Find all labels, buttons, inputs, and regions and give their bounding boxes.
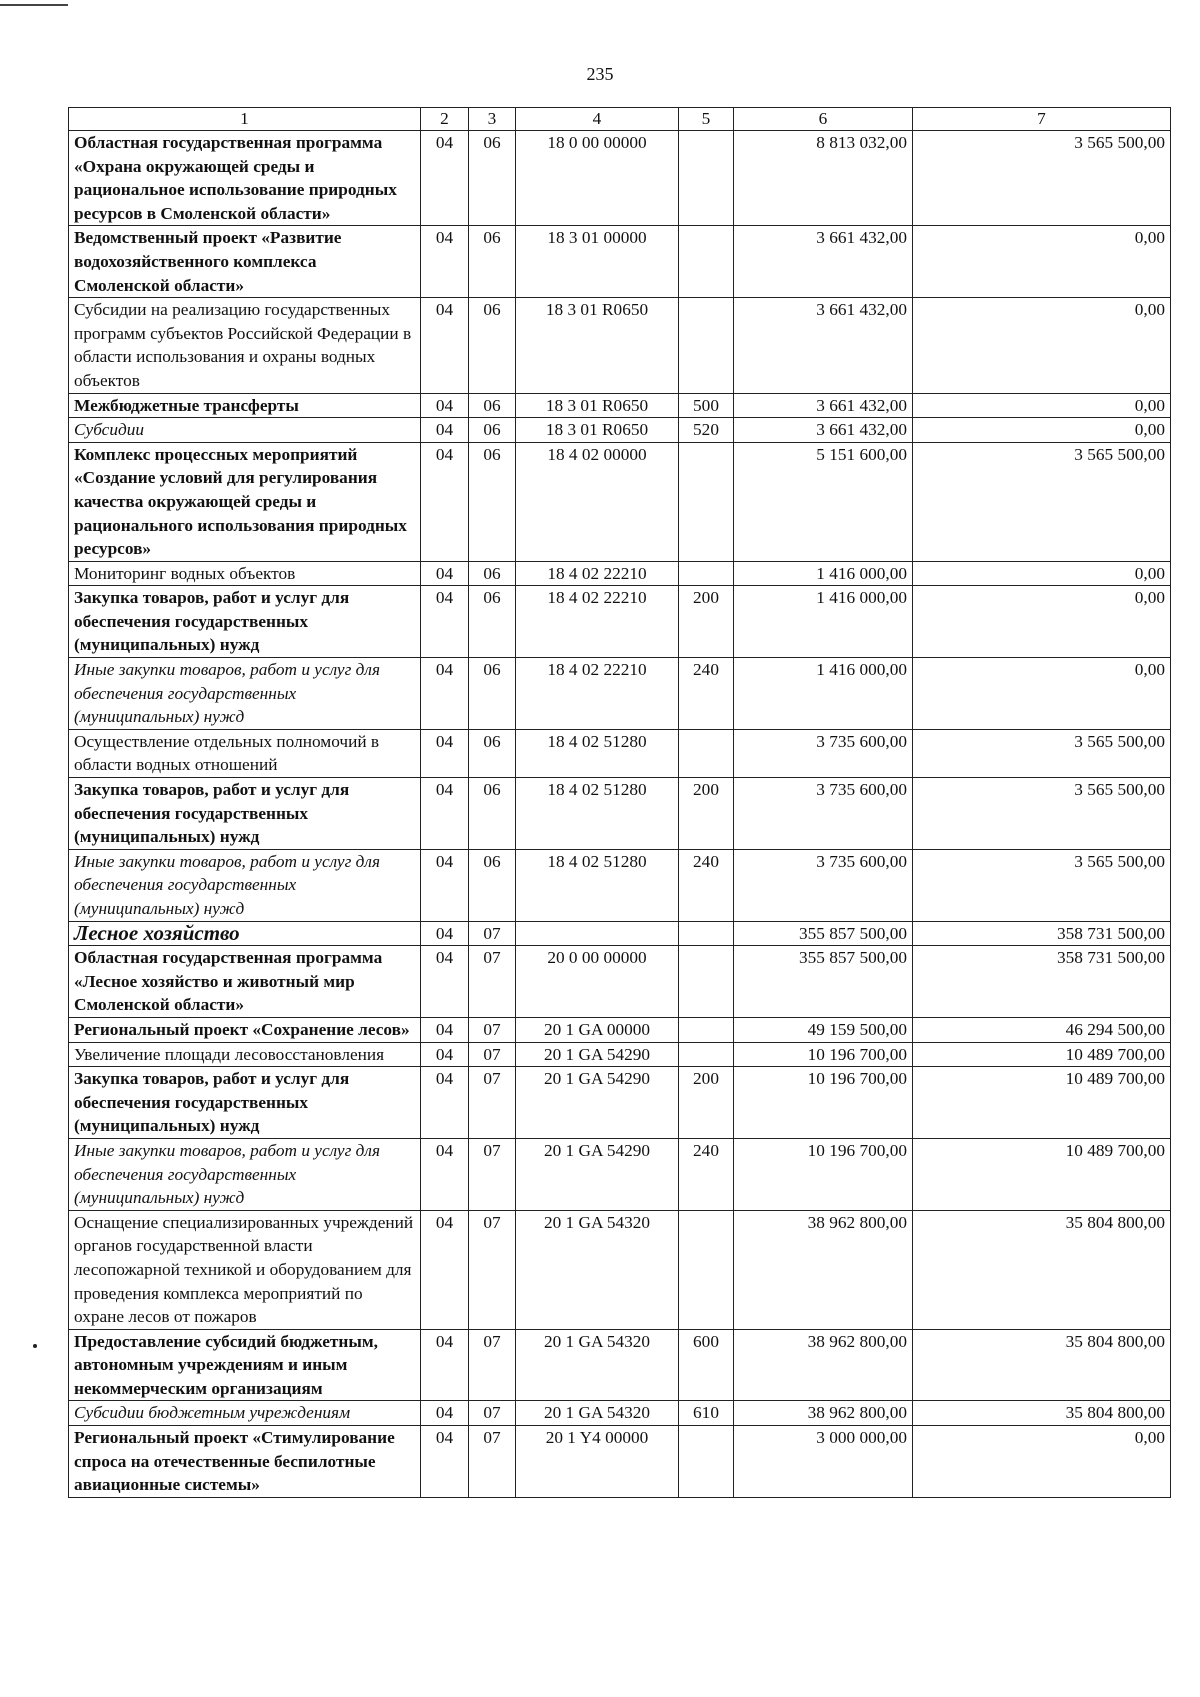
cell-expense-type — [679, 946, 734, 1018]
cell-code-section: 04 — [421, 946, 469, 1018]
table-row — [69, 1067, 1171, 1139]
cell-amount-year-1: 3 661 432,00 — [734, 298, 913, 393]
cell-amount-year-1: 10 196 700,00 — [734, 1042, 913, 1067]
cell-target-article: 18 4 02 22210 — [516, 658, 679, 730]
cell-code-subsection: 06 — [469, 849, 516, 921]
cell-amount-year-1: 355 857 500,00 — [734, 921, 913, 946]
cell-target-article: 20 1 GA 00000 — [516, 1017, 679, 1042]
cell-expense-type — [679, 298, 734, 393]
cell-code-section: 04 — [421, 778, 469, 850]
cell-amount-year-2: 10 489 700,00 — [913, 1138, 1171, 1210]
cell-code-subsection: 07 — [469, 946, 516, 1018]
cell-target-article: 20 1 GA 54290 — [516, 1138, 679, 1210]
cell-amount-year-2: 0,00 — [913, 1426, 1171, 1498]
cell-code-section: 04 — [421, 1210, 469, 1329]
table-row — [69, 921, 1171, 946]
cell-name: Иные закупки товаров, работ и услуг для обеспечения государственных (муниципальных) нужд — [69, 658, 421, 730]
cell-amount-year-2: 0,00 — [913, 658, 1171, 730]
cell-amount-year-1: 5 151 600,00 — [734, 442, 913, 561]
cell-target-article: 18 4 02 51280 — [516, 778, 679, 850]
cell-amount-year-1: 3 661 432,00 — [734, 393, 913, 418]
cell-expense-type: 200 — [679, 586, 734, 658]
cell-amount-year-2: 358 731 500,00 — [913, 921, 1171, 946]
cell-expense-type — [679, 561, 734, 586]
cell-code-section: 04 — [421, 1138, 469, 1210]
cell-code-subsection: 07 — [469, 1329, 516, 1401]
cell-code-section: 04 — [421, 1017, 469, 1042]
cell-code-subsection: 06 — [469, 561, 516, 586]
cell-code-section: 04 — [421, 226, 469, 298]
cell-target-article — [516, 921, 679, 946]
cell-amount-year-2: 0,00 — [913, 561, 1171, 586]
cell-expense-type: 500 — [679, 393, 734, 418]
cell-code-section: 04 — [421, 442, 469, 561]
cell-target-article: 20 1 GA 54320 — [516, 1329, 679, 1401]
cell-amount-year-1: 3 661 432,00 — [734, 418, 913, 443]
cell-amount-year-2: 358 731 500,00 — [913, 946, 1171, 1018]
cell-expense-type — [679, 1042, 734, 1067]
table-row — [69, 1401, 1171, 1426]
cell-code-subsection: 06 — [469, 393, 516, 418]
budget-table — [68, 107, 1171, 1498]
cell-code-subsection: 07 — [469, 921, 516, 946]
table-row — [69, 849, 1171, 921]
cell-code-subsection: 07 — [469, 1017, 516, 1042]
cell-target-article: 20 1 Y4 00000 — [516, 1426, 679, 1498]
col-header-6: 6 — [734, 108, 913, 131]
cell-amount-year-1: 38 962 800,00 — [734, 1210, 913, 1329]
cell-name: Региональный проект «Стимулирование спроса на отечественные беспилотные авиационные системы» — [69, 1426, 421, 1498]
top-rule — [0, 4, 68, 6]
cell-name: Закупка товаров, работ и услуг для обеспечения государственных (муниципальных) нужд — [69, 1067, 421, 1139]
cell-code-section: 04 — [421, 1329, 469, 1401]
cell-expense-type — [679, 921, 734, 946]
cell-name: Областная государственная программа «Лесное хозяйство и животный мир Смоленской области» — [69, 946, 421, 1018]
cell-expense-type: 600 — [679, 1329, 734, 1401]
cell-code-section: 04 — [421, 393, 469, 418]
cell-amount-year-2: 35 804 800,00 — [913, 1210, 1171, 1329]
cell-code-subsection: 07 — [469, 1210, 516, 1329]
cell-code-subsection: 06 — [469, 298, 516, 393]
cell-name: Иные закупки товаров, работ и услуг для обеспечения государственных (муниципальных) нужд — [69, 1138, 421, 1210]
table-row — [69, 729, 1171, 777]
cell-target-article: 20 1 GA 54290 — [516, 1067, 679, 1139]
table-row — [69, 131, 1171, 226]
cell-target-article: 20 0 00 00000 — [516, 946, 679, 1018]
cell-expense-type: 240 — [679, 849, 734, 921]
table-row — [69, 1042, 1171, 1067]
cell-name: Региональный проект «Сохранение лесов» — [69, 1017, 421, 1042]
cell-amount-year-2: 0,00 — [913, 586, 1171, 658]
cell-name: Лесное хозяйство — [69, 921, 421, 946]
cell-code-subsection: 06 — [469, 658, 516, 730]
cell-expense-type — [679, 1426, 734, 1498]
table-row — [69, 226, 1171, 298]
cell-code-section: 04 — [421, 561, 469, 586]
cell-name: Предоставление субсидий бюджетным, автономным учреждениям и иным некоммерческим организациям — [69, 1329, 421, 1401]
cell-code-section: 04 — [421, 418, 469, 443]
cell-name: Закупка товаров, работ и услуг для обеспечения государственных (муниципальных) нужд — [69, 586, 421, 658]
cell-expense-type: 200 — [679, 1067, 734, 1139]
table-row — [69, 298, 1171, 393]
table-row — [69, 1210, 1171, 1329]
cell-code-subsection: 07 — [469, 1401, 516, 1426]
cell-name: Ведомственный проект «Развитие водохозяйственного комплекса Смоленской области» — [69, 226, 421, 298]
cell-code-section: 04 — [421, 658, 469, 730]
cell-amount-year-1: 3 735 600,00 — [734, 729, 913, 777]
cell-code-section: 04 — [421, 131, 469, 226]
cell-amount-year-1: 10 196 700,00 — [734, 1067, 913, 1139]
cell-code-subsection: 06 — [469, 586, 516, 658]
cell-expense-type — [679, 1017, 734, 1042]
cell-name: Субсидии бюджетным учреждениям — [69, 1401, 421, 1426]
cell-name: Увеличение площади лесовосстановления — [69, 1042, 421, 1067]
cell-name: Закупка товаров, работ и услуг для обеспечения государственных (муниципальных) нужд — [69, 778, 421, 850]
cell-name: Субсидии на реализацию государственных программ субъектов Российской Федерации в области использования и охраны водных объектов — [69, 298, 421, 393]
column-number-row — [69, 108, 1171, 131]
table-row — [69, 393, 1171, 418]
cell-amount-year-2: 3 565 500,00 — [913, 131, 1171, 226]
cell-target-article: 18 4 02 51280 — [516, 849, 679, 921]
cell-name: Межбюджетные трансферты — [69, 393, 421, 418]
cell-target-article: 18 4 02 22210 — [516, 586, 679, 658]
cell-code-section: 04 — [421, 849, 469, 921]
cell-name: Областная государственная программа «Охрана окружающей среды и рациональное использование природных ресурсов в Смоленской области» — [69, 131, 421, 226]
cell-expense-type — [679, 729, 734, 777]
table-row — [69, 946, 1171, 1018]
cell-code-subsection: 06 — [469, 226, 516, 298]
cell-name: Оснащение специализированных учреждений органов государственной власти лесопожарной техникой и оборудованием для проведения комплекса мероприятий по охране лесов от пожаров — [69, 1210, 421, 1329]
cell-code-section: 04 — [421, 729, 469, 777]
cell-code-section: 04 — [421, 298, 469, 393]
cell-expense-type — [679, 131, 734, 226]
table-row — [69, 561, 1171, 586]
cell-expense-type: 200 — [679, 778, 734, 850]
cell-target-article: 18 4 02 51280 — [516, 729, 679, 777]
cell-expense-type: 610 — [679, 1401, 734, 1426]
table-row — [69, 1017, 1171, 1042]
cell-code-subsection: 07 — [469, 1426, 516, 1498]
cell-amount-year-1: 3 661 432,00 — [734, 226, 913, 298]
cell-amount-year-1: 1 416 000,00 — [734, 586, 913, 658]
cell-target-article: 18 3 01 R0650 — [516, 418, 679, 443]
cell-target-article: 18 3 01 R0650 — [516, 393, 679, 418]
cell-amount-year-2: 0,00 — [913, 418, 1171, 443]
cell-code-subsection: 06 — [469, 778, 516, 850]
cell-amount-year-1: 10 196 700,00 — [734, 1138, 913, 1210]
cell-expense-type: 520 — [679, 418, 734, 443]
cell-code-section: 04 — [421, 1042, 469, 1067]
cell-code-subsection: 06 — [469, 442, 516, 561]
cell-amount-year-1: 355 857 500,00 — [734, 946, 913, 1018]
cell-amount-year-2: 35 804 800,00 — [913, 1329, 1171, 1401]
cell-amount-year-2: 35 804 800,00 — [913, 1401, 1171, 1426]
cell-target-article: 18 0 00 00000 — [516, 131, 679, 226]
cell-code-section: 04 — [421, 921, 469, 946]
table-row — [69, 1138, 1171, 1210]
cell-amount-year-1: 8 813 032,00 — [734, 131, 913, 226]
cell-code-section: 04 — [421, 1401, 469, 1426]
table-row — [69, 778, 1171, 850]
table-row — [69, 586, 1171, 658]
cell-amount-year-2: 0,00 — [913, 393, 1171, 418]
cell-amount-year-1: 1 416 000,00 — [734, 658, 913, 730]
cell-target-article: 20 1 GA 54320 — [516, 1401, 679, 1426]
cell-amount-year-1: 3 735 600,00 — [734, 778, 913, 850]
cell-target-article: 18 4 02 22210 — [516, 561, 679, 586]
cell-code-subsection: 07 — [469, 1067, 516, 1139]
col-header-4: 4 — [516, 108, 679, 131]
cell-amount-year-2: 3 565 500,00 — [913, 729, 1171, 777]
cell-name: Субсидии — [69, 418, 421, 443]
cell-expense-type — [679, 442, 734, 561]
table-row — [69, 442, 1171, 561]
cell-amount-year-2: 10 489 700,00 — [913, 1042, 1171, 1067]
table-row — [69, 658, 1171, 730]
cell-amount-year-1: 38 962 800,00 — [734, 1401, 913, 1426]
margin-dot — [33, 1344, 37, 1348]
cell-expense-type — [679, 226, 734, 298]
cell-name: Мониторинг водных объектов — [69, 561, 421, 586]
cell-amount-year-2: 0,00 — [913, 226, 1171, 298]
table-row — [69, 418, 1171, 443]
cell-amount-year-1: 1 416 000,00 — [734, 561, 913, 586]
cell-target-article: 18 3 01 00000 — [516, 226, 679, 298]
cell-code-subsection: 07 — [469, 1138, 516, 1210]
table-row — [69, 1426, 1171, 1498]
cell-code-section: 04 — [421, 1426, 469, 1498]
cell-amount-year-1: 38 962 800,00 — [734, 1329, 913, 1401]
cell-amount-year-1: 49 159 500,00 — [734, 1017, 913, 1042]
cell-amount-year-2: 46 294 500,00 — [913, 1017, 1171, 1042]
cell-amount-year-2: 0,00 — [913, 298, 1171, 393]
cell-amount-year-1: 3 000 000,00 — [734, 1426, 913, 1498]
page-number: 235 — [586, 64, 614, 84]
cell-target-article: 20 1 GA 54290 — [516, 1042, 679, 1067]
cell-amount-year-1: 3 735 600,00 — [734, 849, 913, 921]
cell-target-article: 18 3 01 R0650 — [516, 298, 679, 393]
cell-code-section: 04 — [421, 586, 469, 658]
cell-target-article: 20 1 GA 54320 — [516, 1210, 679, 1329]
col-header-2: 2 — [421, 108, 469, 131]
cell-amount-year-2: 3 565 500,00 — [913, 849, 1171, 921]
col-header-5: 5 — [679, 108, 734, 131]
cell-code-subsection: 06 — [469, 418, 516, 443]
cell-expense-type: 240 — [679, 1138, 734, 1210]
cell-name: Иные закупки товаров, работ и услуг для обеспечения государственных (муниципальных) нужд — [69, 849, 421, 921]
cell-code-subsection: 06 — [469, 729, 516, 777]
col-header-3: 3 — [469, 108, 516, 131]
cell-expense-type: 240 — [679, 658, 734, 730]
cell-amount-year-2: 3 565 500,00 — [913, 442, 1171, 561]
cell-expense-type — [679, 1210, 734, 1329]
cell-amount-year-2: 10 489 700,00 — [913, 1067, 1171, 1139]
table-row — [69, 1329, 1171, 1401]
cell-name: Осуществление отдельных полномочий в области водных отношений — [69, 729, 421, 777]
cell-code-subsection: 07 — [469, 1042, 516, 1067]
cell-name: Комплекс процессных мероприятий «Создание условий для регулирования качества окружающей среды и рационального использования природных ресурсов» — [69, 442, 421, 561]
cell-target-article: 18 4 02 00000 — [516, 442, 679, 561]
cell-code-subsection: 06 — [469, 131, 516, 226]
col-header-1: 1 — [69, 108, 421, 131]
cell-code-section: 04 — [421, 1067, 469, 1139]
cell-amount-year-2: 3 565 500,00 — [913, 778, 1171, 850]
col-header-7: 7 — [913, 108, 1171, 131]
